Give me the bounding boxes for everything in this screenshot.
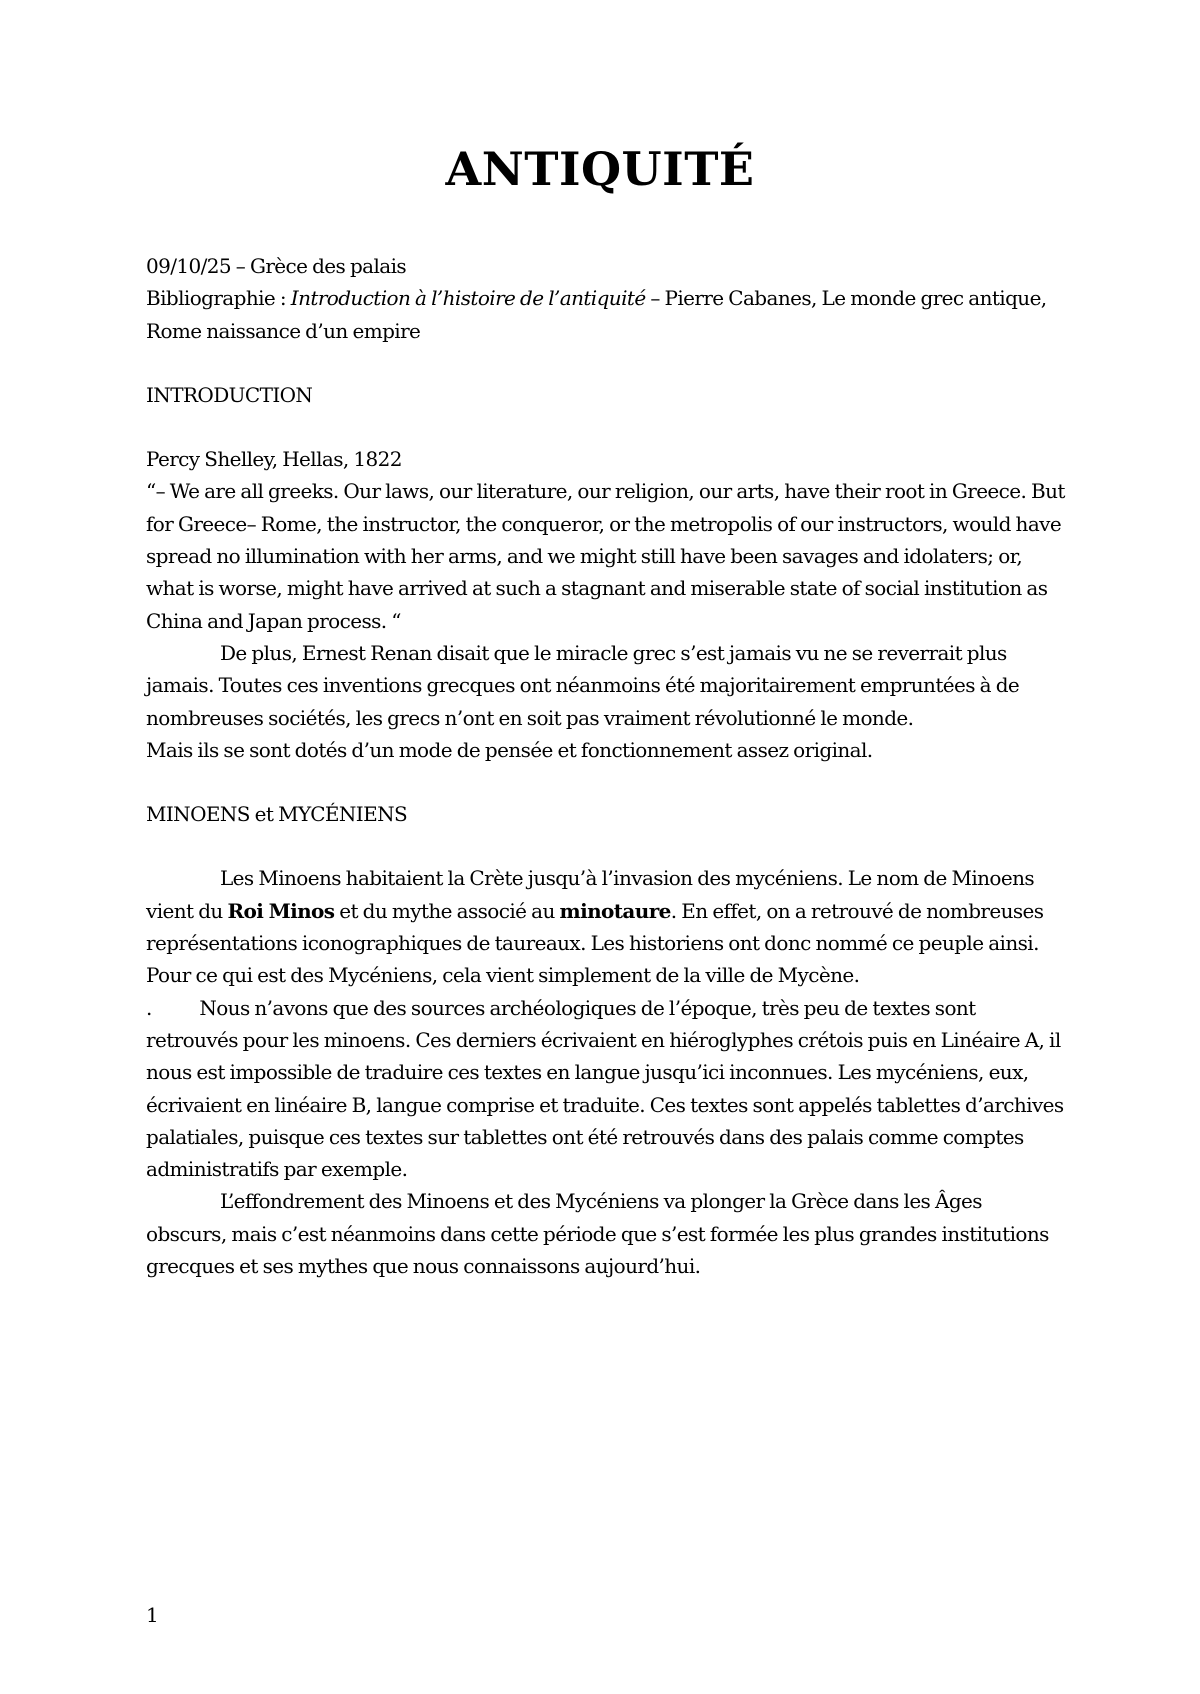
page-number: 1 [146, 1603, 159, 1627]
paragraph-collapse: L’effondrement des Minoens et des Mycéniens va plonger la Grèce dans les Âges obscurs, mais c’est néanmoins dans cette période que s’est formée les plus grandes institutions grecques et ses mythes que nous connaissons aujourd’hui. [146, 1189, 1049, 1279]
bold-roi-minos: Roi Minos [227, 898, 335, 923]
bibliography-line [146, 282, 1066, 347]
document-title: ANTIQUITÉ [445, 142, 755, 196]
shelley-quote: “– We are all greeks. Our laws, our literature, our religion, our arts, have their root in Greece. But for Greece– Rome, the instructor, the conqueror, or the metropolis of our instructors, would have spread no illumination with her arms, and we might still have been savages and idolaters; or, what is worse, might have arrived at such a stagnant and miserable state of social institution as China and Japan process. “ [146, 479, 1065, 633]
text-run: . En effet, on a retrouvé de nombreuses représentations iconographiques de taureaux. Les historiens ont donc nommé ce peuple ainsi. Pour ce qui est des Mycéniens, cela vient simplement de la ville de Mycène. [146, 898, 1044, 988]
text-run: Les Minoens habitaient la Crète jusqu’à l’invasion des mycéniens. Le nom de Minoens vient du [146, 866, 1035, 923]
section-heading-minoens: MINOENS et MYCÉNIENS [146, 802, 408, 827]
bibliography-book-title: Introduction à l’histoire de l’antiquité [290, 286, 646, 311]
bold-minotaure: minotaure [559, 898, 671, 923]
spacer [146, 766, 1066, 798]
bibliography-prefix: Bibliographie : [146, 286, 291, 311]
bibliography-rest: – Pierre Cabanes, Le monde grec antique, Rome naissance d’un empire [146, 286, 1047, 343]
document-body [146, 250, 1069, 1282]
paragraph-minoens-origin [146, 862, 1066, 991]
paragraph-original-thought: Mais ils se sont dotés d’un mode de pensée et fonctionnement assez original. [146, 737, 873, 762]
text-run: et du mythe associé au [334, 898, 560, 923]
spacer [146, 830, 1066, 862]
quote-source: Percy Shelley, Hellas, 1822 [146, 447, 402, 472]
spacer [146, 411, 1066, 443]
spacer [146, 347, 1066, 379]
section-heading-introduction: INTRODUCTION [146, 382, 313, 407]
paragraph-renan: De plus, Ernest Renan disait que le miracle grec s’est jamais vu ne se reverrait plus jamais. Toutes ces inventions grecques ont néanmoins été majoritairement empruntées à de nombreuses sociétés, les grecs n’ont en soit pas vraiment révolutionné le monde. [146, 640, 1020, 730]
date-line: 09/10/25 – Grèce des palais [146, 254, 407, 278]
paragraph-sources: . Nous n’avons que des sources archéologiques de l’époque, très peu de textes sont retrouvés pour les minoens. Ces derniers écrivaient en hiéroglyphes crétois puis en Linéaire A, il nous est impossible de traduire ces textes en langue jusqu’ici inconnues. Les mycéniens, eux, écrivaient en linéaire B, langue comprise et traduite. Ces textes sont appelés tablettes d’archives palatiales, puisque ces textes sur tablettes ont été retrouvés dans des palais comme comptes administratifs par exemple. [146, 995, 1069, 1182]
